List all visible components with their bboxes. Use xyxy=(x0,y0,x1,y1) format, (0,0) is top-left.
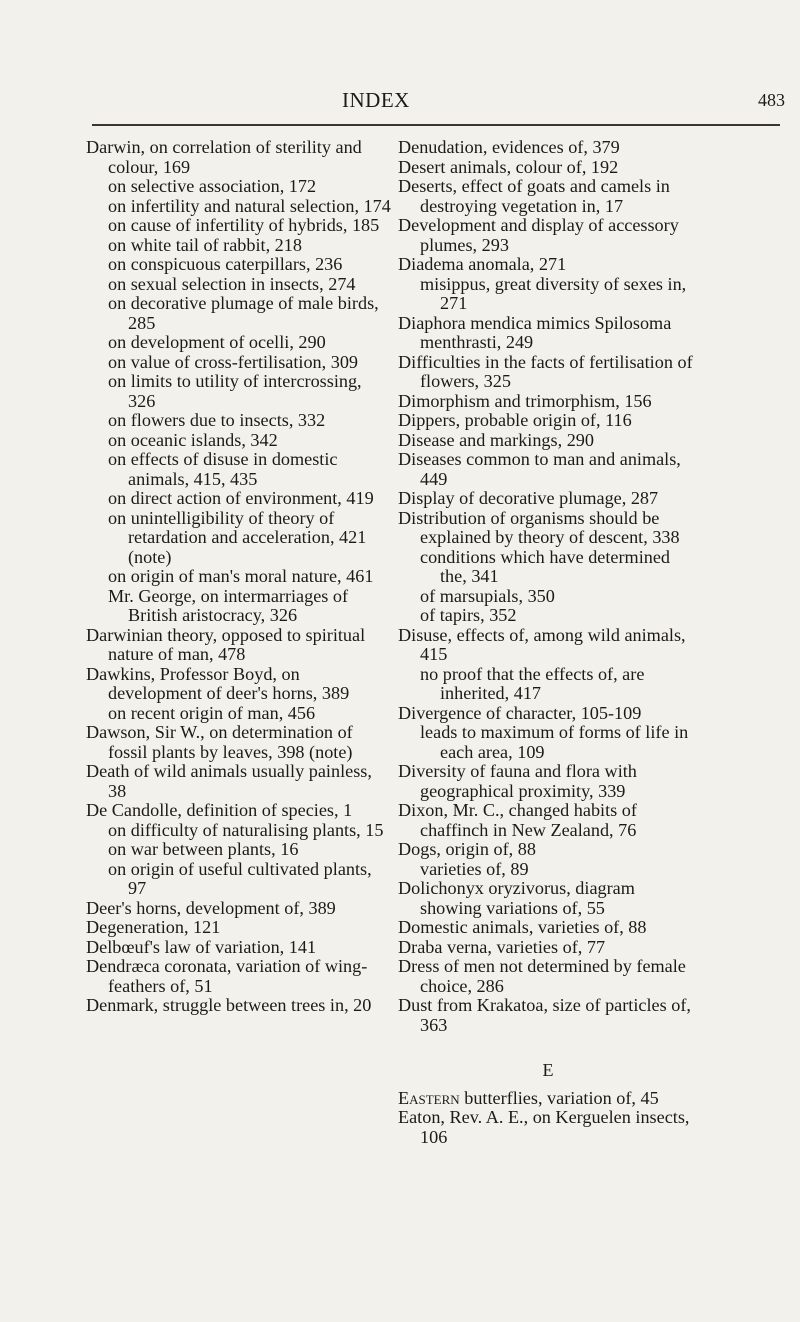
index-entry xyxy=(398,918,698,938)
entry-text: Dust from Krakatoa, size of particles of, 363 xyxy=(398,995,691,1035)
entry-text: on value of cross-fertilisation, 309 xyxy=(108,351,359,372)
index-entry xyxy=(398,255,698,275)
index-entry xyxy=(398,158,698,178)
entry-text: De Candolle, definition of species, 1 xyxy=(86,800,353,820)
index-entry xyxy=(398,938,698,958)
entry-text: Display of decorative plumage, 287 xyxy=(398,488,659,508)
index-subentry xyxy=(398,548,698,587)
entry-text: conditions which have determined the, 341 xyxy=(420,546,671,586)
index-subentry xyxy=(86,353,391,373)
entry-text: Dippers, probable origin of, 116 xyxy=(398,410,632,430)
entry-text: on recent origin of man, 456 xyxy=(108,702,316,723)
header-rule xyxy=(92,124,780,126)
index-column-right xyxy=(398,138,698,1147)
index-subentry xyxy=(86,255,391,275)
entry-text: on development of ocelli, 290 xyxy=(108,332,326,352)
entry-text: Denudation, evidences of, 379 xyxy=(398,137,620,157)
index-subentry xyxy=(398,275,698,314)
page-title: INDEX xyxy=(342,88,410,112)
index-entry xyxy=(398,704,698,724)
index-entry xyxy=(398,314,698,353)
index-entry xyxy=(398,762,698,801)
entry-text: Development and display of accessory plumes, 293 xyxy=(398,215,679,255)
entry-text: Dawson, Sir W., on determination of fossil plants by leaves, 398 (note) xyxy=(86,722,353,762)
index-subentry xyxy=(86,587,391,626)
entry-text: Desert animals, colour of, 192 xyxy=(398,156,619,177)
index-entry xyxy=(398,138,698,158)
index-entry xyxy=(398,489,698,509)
entry-text: on selective association, 172 xyxy=(108,176,317,196)
index-entry xyxy=(86,762,391,801)
index-entry xyxy=(398,1108,698,1147)
entry-text: varieties of, 89 xyxy=(420,858,529,879)
index-subentry xyxy=(398,665,698,704)
entry-text: of marsupials, 350 xyxy=(420,585,555,606)
entry-text: Diseases common to man and animals, 449 xyxy=(398,449,681,489)
entry-text: Draba verna, varieties of, 77 xyxy=(398,936,606,957)
index-entry xyxy=(398,801,698,840)
index-subentry xyxy=(398,860,698,880)
entry-text: on flowers due to insects, 332 xyxy=(108,410,326,430)
entry-text: Deserts, effect of goats and camels in destroying vegetation in, 17 xyxy=(398,176,670,216)
entry-text: Diversity of fauna and flora with geographical proximity, 339 xyxy=(398,761,637,801)
entry-text: Deer's horns, development of, 389 xyxy=(86,897,336,918)
entry-text: on war between plants, 16 xyxy=(108,839,299,859)
index-subentry xyxy=(86,236,391,256)
index-subentry xyxy=(398,723,698,762)
entry-text: Diadema anomala, 271 xyxy=(398,254,567,274)
index-subentry xyxy=(86,489,391,509)
index-subentry xyxy=(86,860,391,899)
entry-text: on decorative plumage of male birds, 285 xyxy=(108,293,379,333)
entry-text: Distribution of organisms should be explained by theory of descent, 338 xyxy=(398,507,680,547)
index-subentry xyxy=(86,216,391,236)
index-subentry xyxy=(86,704,391,724)
entry-text: on sexual selection in insects, 274 xyxy=(108,273,356,294)
index-entry xyxy=(86,957,391,996)
entry-text: on conspicuous caterpillars, 236 xyxy=(108,254,343,274)
index-entry xyxy=(398,840,698,860)
entry-text: Degeneration, 121 xyxy=(86,917,221,937)
index-subentry xyxy=(86,372,391,411)
entry-text: Dolichonyx oryzivorus, diagram showing variations of, 55 xyxy=(398,878,635,918)
index-entry xyxy=(398,353,698,392)
entry-text: Eaton, Rev. A. E., on Kerguelen insects, 106 xyxy=(398,1107,690,1147)
entry-text: Dendræca coronata, variation of wing-feathers of, 51 xyxy=(86,956,368,996)
index-entry xyxy=(86,899,391,919)
index-entry xyxy=(398,411,698,431)
index-entry xyxy=(86,801,391,821)
index-entry xyxy=(398,626,698,665)
index-entry xyxy=(86,626,391,665)
index-entry xyxy=(398,1089,698,1109)
index-entry xyxy=(398,879,698,918)
page-number: 483 xyxy=(758,90,785,110)
entry-text: Domestic animals, varieties of, 88 xyxy=(398,917,647,937)
index-column-left xyxy=(86,138,391,1016)
entry-text: Dimorphism and trimorphism, 156 xyxy=(398,390,652,411)
index-subentry xyxy=(398,587,698,607)
index-entry xyxy=(398,216,698,255)
entry-text: Difficulties in the facts of fertilisation of flowers, 325 xyxy=(398,351,693,391)
index-entry xyxy=(86,138,391,177)
entry-text: on difficulty of naturalising plants, 15 xyxy=(108,819,384,840)
entry-lead-word: Eastern xyxy=(398,1087,460,1108)
entry-text: Dawkins, Professor Boyd, on development of deer's horns, 389 xyxy=(86,663,350,703)
index-entry xyxy=(86,918,391,938)
index-subentry xyxy=(86,333,391,353)
index-subentry xyxy=(86,294,391,333)
entry-text: on origin of man's moral nature, 461 xyxy=(108,566,374,586)
index-subentry xyxy=(86,411,391,431)
entry-text: Darwinian theory, opposed to spiritual nature of man, 478 xyxy=(86,624,366,664)
entry-text: on infertility and natural selection, 174 xyxy=(108,195,391,216)
index-subentry xyxy=(86,509,391,568)
index-subentry xyxy=(86,431,391,451)
section-letter: E xyxy=(542,1060,554,1080)
index-subentry xyxy=(86,275,391,295)
index-entries-e xyxy=(398,1089,698,1148)
index-entry xyxy=(398,509,698,548)
entry-text: Disease and markings, 290 xyxy=(398,429,594,450)
index-subentry xyxy=(86,821,391,841)
entry-text: on cause of infertility of hybrids, 185 xyxy=(108,215,380,235)
entry-text: leads to maximum of forms of life in each area, 109 xyxy=(420,722,689,762)
entry-text: misippus, great diversity of sexes in, 271 xyxy=(420,273,687,313)
index-entry xyxy=(86,996,391,1016)
index-entry xyxy=(86,938,391,958)
entry-text: Diaphora mendica mimics Spilosoma menthrasti, 249 xyxy=(398,312,672,352)
entry-text: no proof that the effects of, are inherited, 417 xyxy=(420,663,645,703)
entry-text: on white tail of rabbit, 218 xyxy=(108,234,302,255)
index-entry xyxy=(398,431,698,451)
entry-text: on oceanic islands, 342 xyxy=(108,429,278,450)
index-entry xyxy=(398,450,698,489)
index-entry xyxy=(398,957,698,996)
entry-text: Divergence of character, 105-109 xyxy=(398,702,642,723)
entry-text: butterflies, variation of, 45 xyxy=(459,1087,659,1108)
entry-text: on unintelligibility of theory of retardation and acceleration, 421 (note) xyxy=(108,507,367,567)
index-entry xyxy=(398,996,698,1035)
index-entries-d-continued xyxy=(398,138,698,1035)
index-entry xyxy=(398,177,698,216)
entry-text: Dogs, origin of, 88 xyxy=(398,839,536,859)
entry-text: Mr. George, on intermarriages of British aristocracy, 326 xyxy=(108,585,349,625)
entry-text: Dixon, Mr. C., changed habits of chaffinch in New Zealand, 76 xyxy=(398,800,637,840)
entry-text: on direct action of environment, 419 xyxy=(108,488,374,508)
index-subentry xyxy=(86,197,391,217)
entry-text: on origin of useful cultivated plants, 97 xyxy=(108,858,372,898)
entry-text: Disuse, effects of, among wild animals, 415 xyxy=(398,624,686,664)
index-subentry xyxy=(398,606,698,626)
entry-text: Denmark, struggle between trees in, 20 xyxy=(86,995,372,1015)
entry-text: Death of wild animals usually painless, 38 xyxy=(86,761,372,801)
index-entry xyxy=(86,665,391,704)
index-subentry xyxy=(86,567,391,587)
entry-text: on effects of disuse in domestic animals, 415, 435 xyxy=(108,449,338,489)
index-subentry xyxy=(86,177,391,197)
index-entry xyxy=(86,723,391,762)
index-entry xyxy=(398,392,698,412)
entry-text: Delbœuf's law of variation, 141 xyxy=(86,936,317,957)
index-subentry xyxy=(86,840,391,860)
entry-text: of tapirs, 352 xyxy=(420,605,517,625)
index-subentry xyxy=(86,450,391,489)
entry-text: Dress of men not determined by female choice, 286 xyxy=(398,956,686,996)
entry-text: Darwin, on correlation of sterility and colour, 169 xyxy=(86,137,362,177)
page-header xyxy=(0,88,800,128)
entry-text: on limits to utility of intercrossing, 326 xyxy=(108,371,362,411)
